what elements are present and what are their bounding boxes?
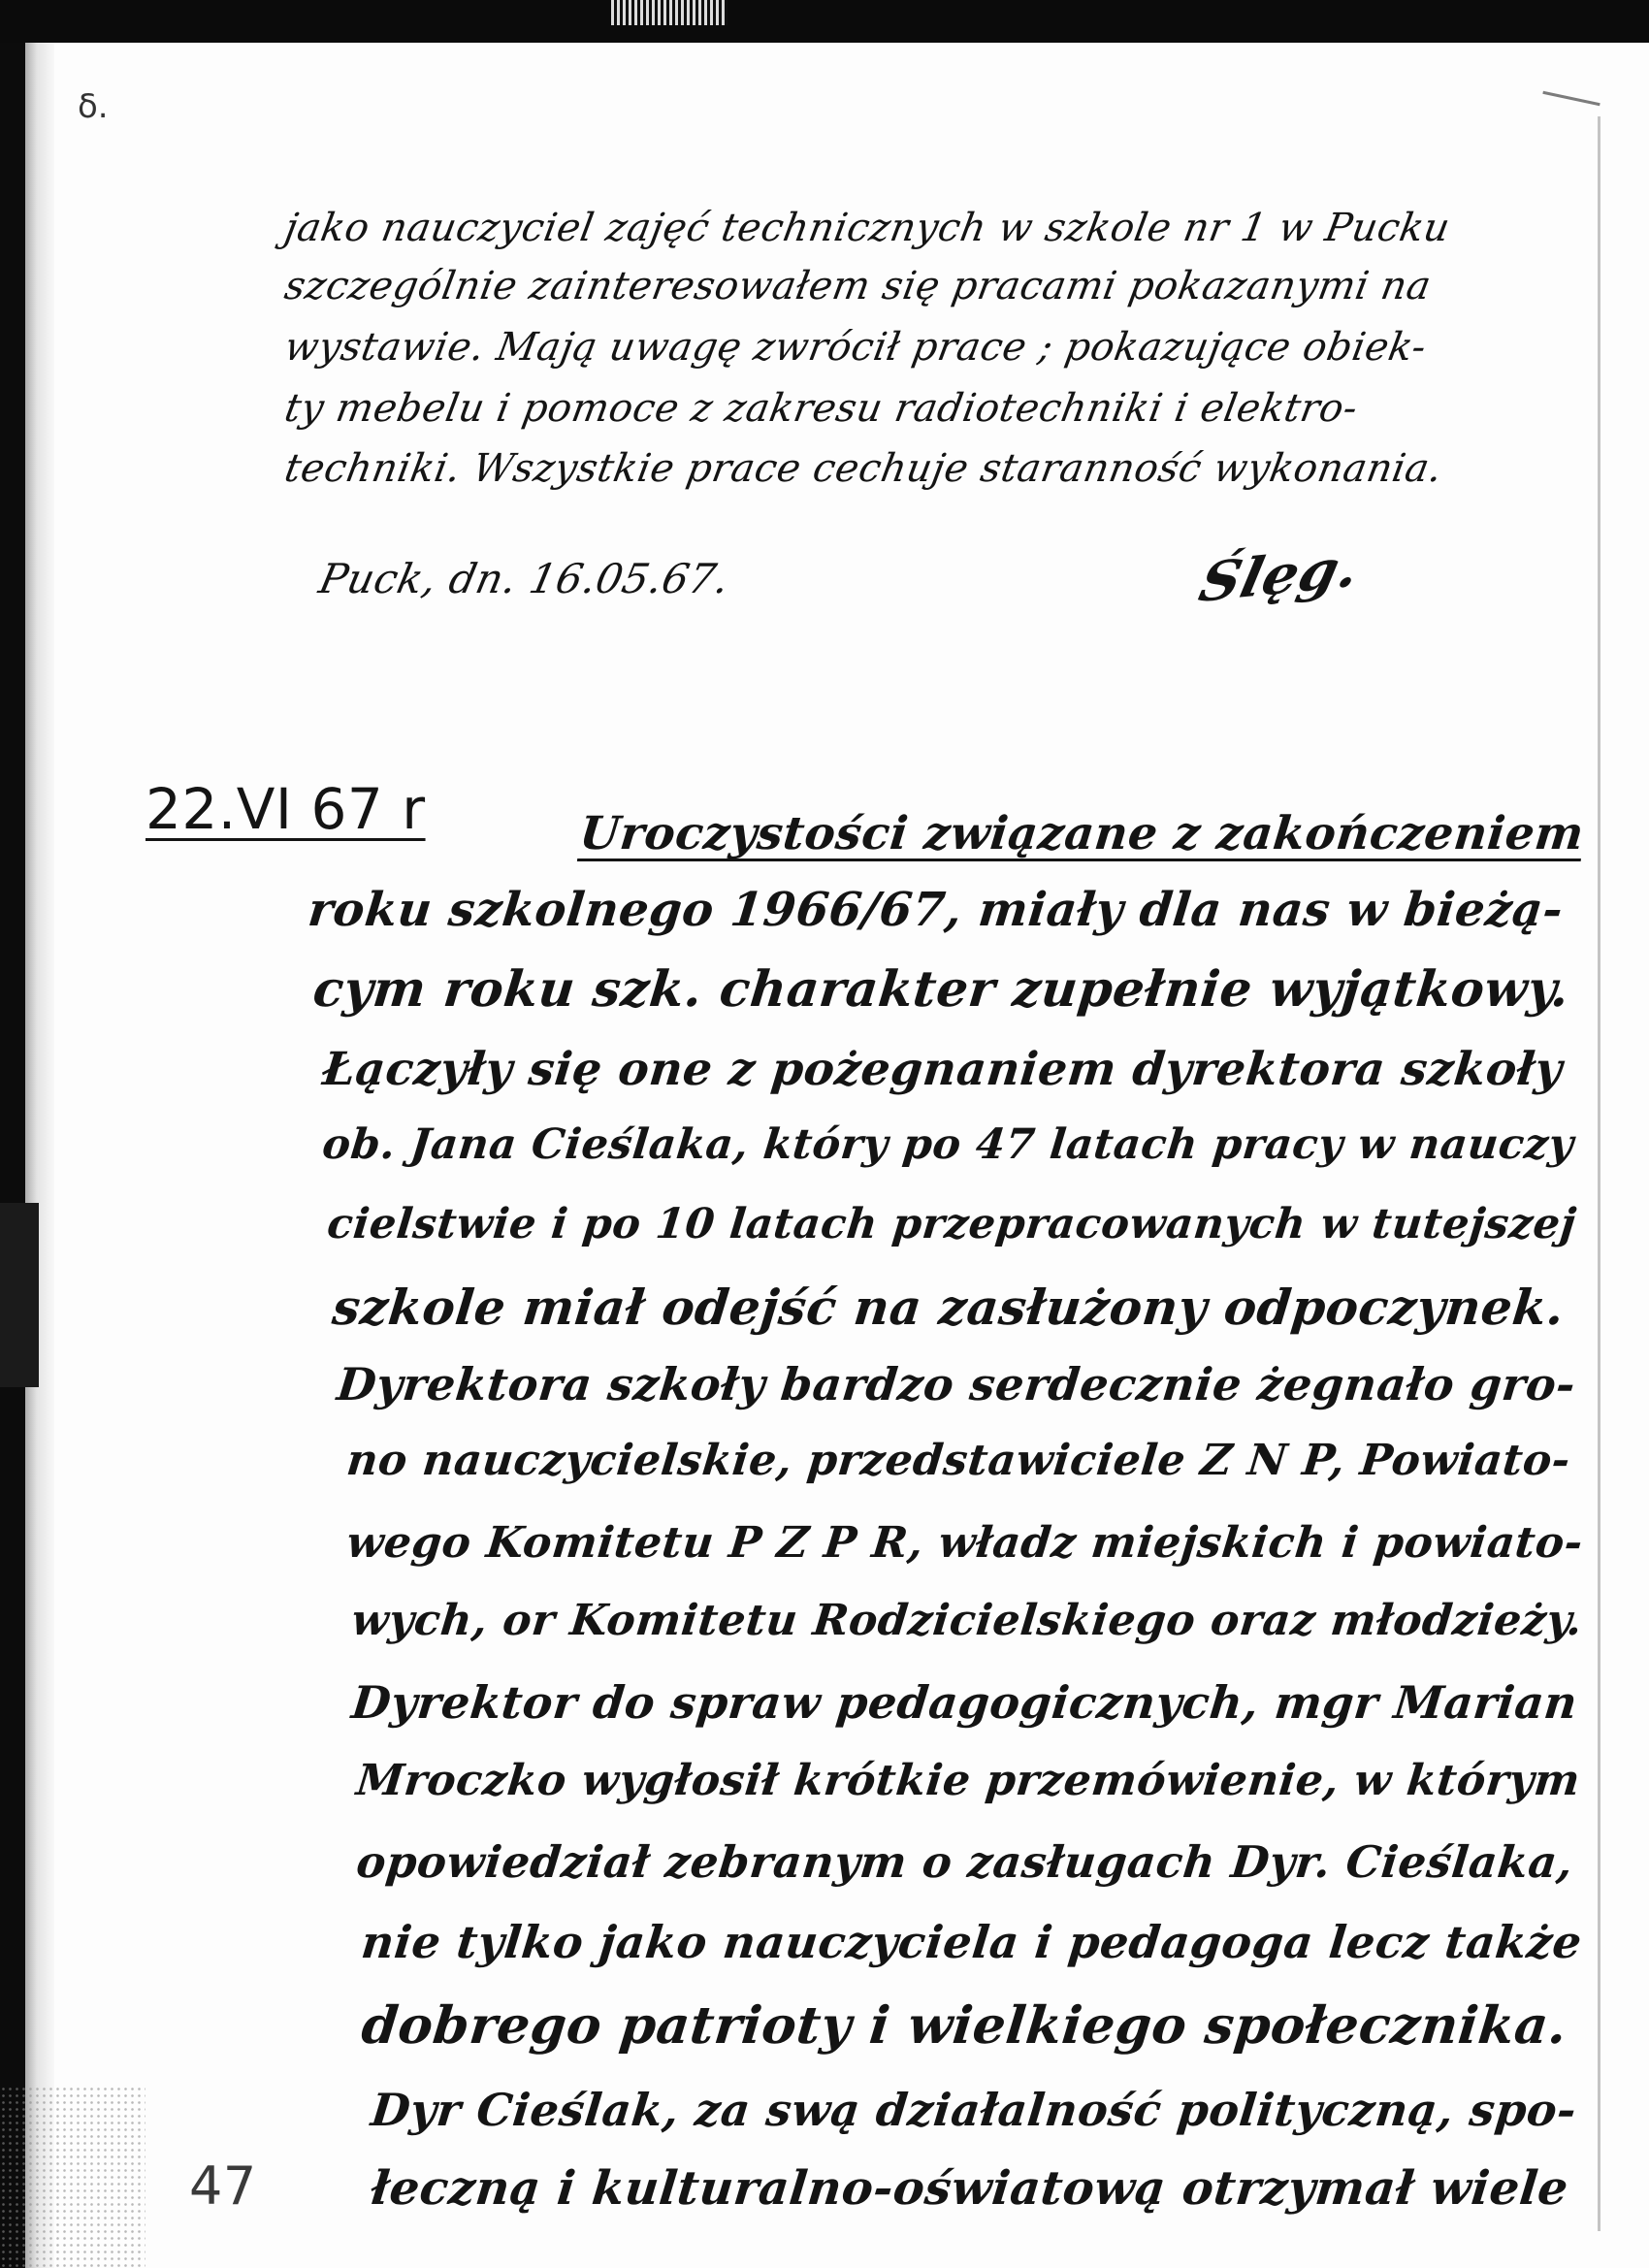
- entry-line-11: wych, or Komitetu Rodzicielskiego oraz młodzieży.: [349, 1596, 1585, 1645]
- entry-line-9: no nauczycielskie, przedstawiciele Z N P, Powiato-: [344, 1436, 1573, 1485]
- entry-line-16: dobrego patrioty i wielkiego społecznika.: [359, 1995, 1570, 2056]
- pen-mark: [1542, 91, 1600, 106]
- entry-line-3: cym roku szk. charakter zupełnie wyjątkowy.: [310, 960, 1572, 1019]
- note-line-1: jako nauczyciel zajęć technicznych w szkole nr 1 w Pucku: [281, 206, 1454, 250]
- entry-line-10: wego Komitetu P Z P R, władz miejskich i powiato-: [344, 1518, 1586, 1568]
- binding-shadow: [25, 43, 54, 2268]
- entry-line-15: nie tylko jako nauczyciela i pedagoga lecz także: [359, 1916, 1585, 1968]
- entry-line-1: Uroczystości związane z zakończeniem: [577, 807, 1587, 860]
- entry-line-12: Dyrektor do spraw pedagogicznych, mgr Marian: [349, 1676, 1580, 1729]
- scan-noise: [611, 0, 728, 25]
- note-line-5: techniki. Wszystkie prace cechuje staranność wykonania.: [281, 446, 1446, 491]
- note-line-4: ty mebelu i pomoce z zakresu radiotechniki i elektro-: [281, 386, 1362, 431]
- scan-speckle: [0, 2086, 146, 2268]
- entry-line-8: Dyrektora szkoły bardzo serdecznie żegnało gro-: [335, 1358, 1578, 1410]
- note-line-2: szczególnie zainteresowałem się pracami pokazanymi na: [281, 264, 1435, 308]
- entry-line-17: Dyr Cieślak, za swą działalność polityczną, spo-: [369, 2084, 1579, 2136]
- entry-line-7: szkole miał odejść na zasłużony odpoczynek.: [330, 1279, 1568, 1336]
- entry-line-4: Łączyły się one z pożegnaniem dyrektora szkoły: [320, 1043, 1566, 1096]
- scan-top-border: [0, 0, 1649, 43]
- entry-line-18: łeczną i kulturalno-oświatową otrzymał wiele: [369, 2161, 1571, 2216]
- corner-mark: ẟ.: [78, 87, 109, 126]
- page-number: 47: [189, 2155, 257, 2217]
- signature: Ślęg.: [1193, 535, 1366, 616]
- entry-line-14: opowiedział zebranym o zasługach Dyr. Cieślaka,: [354, 1836, 1576, 1888]
- binding-mark: [0, 1203, 39, 1387]
- entry-line-13: Mroczko wygłosił krótkie przemówienie, w którym: [354, 1756, 1583, 1805]
- entry-date: 22.VI 67 r: [146, 776, 426, 842]
- entry-line-2: roku szkolnego 1966/67, miały dla nas w bieżą-: [306, 883, 1567, 937]
- entry-line-6: cielstwie i po 10 latach przepracowanych w tutejszej: [325, 1200, 1579, 1248]
- scan-left-border: [0, 43, 25, 2268]
- note-line-3: wystawie. Mają uwagę zwrócił prace ; pokazujące obiek-: [281, 325, 1430, 370]
- note-place-date: Puck, dn. 16.05.67.: [314, 555, 734, 602]
- margin-line: [1598, 116, 1600, 2231]
- entry-line-5: ob. Jana Cieślaka, który po 47 latach pracy w nauczy: [320, 1120, 1576, 1169]
